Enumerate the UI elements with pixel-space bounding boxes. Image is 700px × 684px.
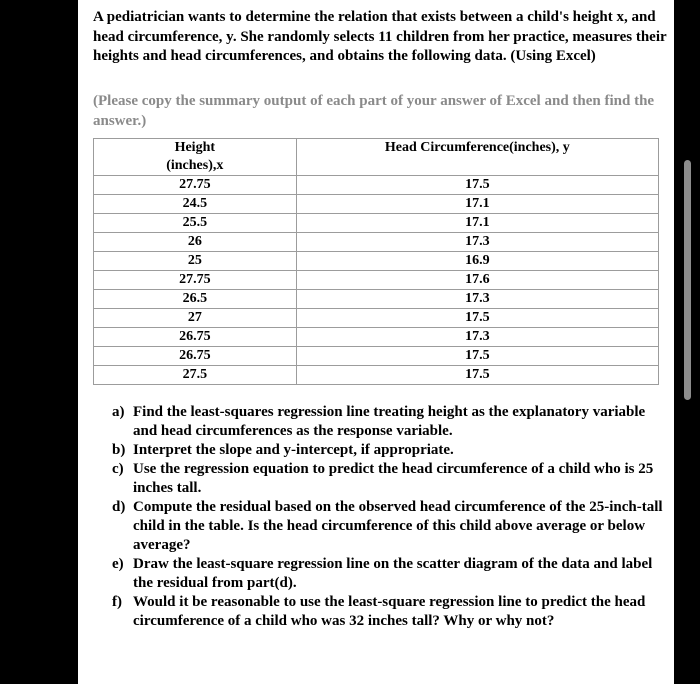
table-row [94,195,659,214]
head-circumference-cell: 17.5 [296,347,658,366]
table-row [94,309,659,328]
question-item [112,460,672,498]
table-row [94,176,659,195]
table-row [94,252,659,271]
height-cell: 26 [94,233,297,252]
scrollbar[interactable] [684,160,691,400]
head-circumference-cell: 17.5 [296,309,658,328]
head-circumference-cell: 17.3 [296,328,658,347]
height-cell: 27 [94,309,297,328]
table-header-row [94,139,659,176]
question-label: e) [112,556,124,572]
question-text: Interpret the slope and y-intercept, if appropriate. [133,442,454,458]
question-item [112,555,672,593]
height-cell: 27.75 [94,271,297,290]
head-circumference-cell: 17.5 [296,366,658,385]
table-body [94,176,659,385]
head-circumference-cell: 17.3 [296,233,658,252]
table-row [94,347,659,366]
height-cell: 27.5 [94,366,297,385]
table-row [94,290,659,309]
head-circumference-cell: 16.9 [296,252,658,271]
height-cell: 27.75 [94,176,297,195]
head-circumference-cell: 17.1 [296,214,658,233]
question-item [112,441,672,460]
question-text: Would it be reasonable to use the least-square regression line to predict the head circumference of a child who was 32 inches tall? Why or why not? [133,594,646,629]
question-item [112,498,672,555]
table-row [94,366,659,385]
head-circumference-cell: 17.3 [296,290,658,309]
question-text: Compute the residual based on the observed head circumference of the 25-inch-tall child in the table. Is the head circumference of this child above average or below average? [133,499,663,553]
table-row [94,271,659,290]
height-cell: 25 [94,252,297,271]
question-item [112,593,672,631]
problem-statement: A pediatrician wants to determine the relation that exists between a child's height x, and head circumference, y. She randomly selects 11 children from her practice, measures their heights and head circumferences, and obtains the following data. (Using Excel) [93,9,667,64]
question-label: d) [112,499,126,515]
question-label: b) [112,442,126,458]
height-cell: 26.75 [94,328,297,347]
question-text: Use the regression equation to predict the head circumference of a child who is 25 inches tall. [133,461,654,496]
height-cell: 26.5 [94,290,297,309]
table-row [94,214,659,233]
height-column-header [94,139,297,176]
height-cell: 24.5 [94,195,297,214]
height-header-text: Height (inches),x [166,140,224,173]
head-circumference-column-header: Head Circumference(inches), y [296,139,658,176]
question-label: f) [112,594,122,610]
question-label: a) [112,404,125,420]
question-text: Draw the least-square regression line on the scatter diagram of the data and label the residual from part(d). [133,556,653,591]
data-table [93,138,659,385]
table-row [94,233,659,252]
height-cell: 25.5 [94,214,297,233]
height-cell: 26.75 [94,347,297,366]
question-item [112,403,672,441]
head-circumference-cell: 17.1 [296,195,658,214]
instruction-note: (Please copy the summary output of each part of your answer of Excel and then find the answer.) [93,93,655,129]
head-circumference-cell: 17.6 [296,271,658,290]
question-text: Find the least-squares regression line treating height as the explanatory variable and head circumferences as the response variable. [133,404,646,439]
document-page [78,0,674,684]
head-circumference-cell: 17.5 [296,176,658,195]
table-row [94,328,659,347]
question-label: c) [112,461,124,477]
question-list [112,403,672,631]
